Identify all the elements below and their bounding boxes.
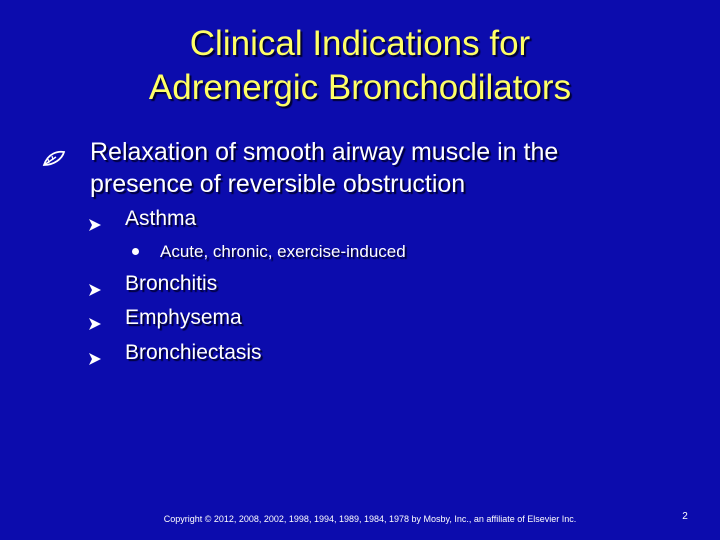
- page-number: 2: [682, 511, 688, 522]
- slide-title-line-2: Adrenergic Bronchodilators: [148, 68, 572, 107]
- sub-sub-bullet-text: Acute, chronic, exercise-induced: [160, 242, 406, 261]
- copyright-notice: Copyright © 2012, 2008, 2002, 1998, 1994, 1989, 1984, 1978 by Mosby, Inc., an affiliate of Elsevier Inc.: [163, 514, 577, 524]
- sub-bullet-label: Emphysema: [125, 306, 242, 329]
- sub-bullet-label: Asthma: [125, 207, 197, 230]
- arrowhead-icon: [88, 347, 102, 361]
- sub-bullet-label: Bronchiectasis: [125, 341, 262, 364]
- main-bullet-text: Relaxation of smooth airway muscle in the presence of reversible obstruction: [90, 138, 559, 198]
- slide-title-line-1: Clinical Indications for: [189, 24, 531, 63]
- arrowhead-icon: [88, 312, 102, 326]
- arrowhead-icon: [88, 213, 102, 227]
- slide-title: [0, 22, 720, 110]
- sub-bullet-label: Bronchitis: [125, 272, 218, 295]
- bullet-dot-icon: [132, 248, 139, 255]
- leaf-icon: [42, 145, 66, 165]
- arrowhead-icon: [88, 278, 102, 292]
